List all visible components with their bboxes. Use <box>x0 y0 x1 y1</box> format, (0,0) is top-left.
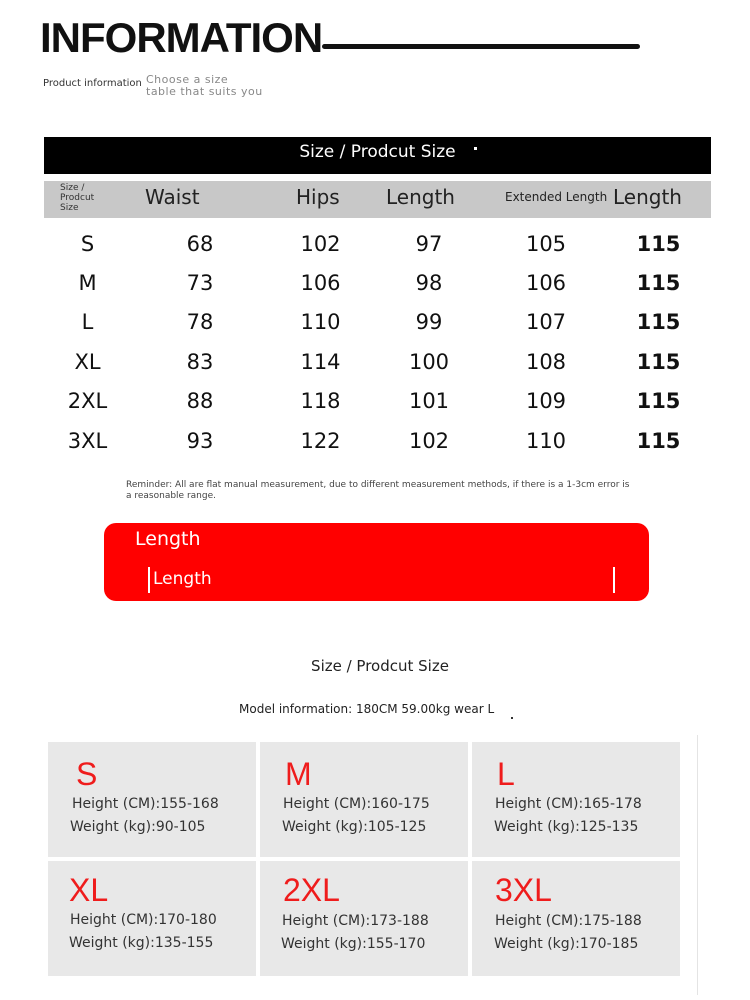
choose-size-line-1: Choose a size <box>146 73 229 86</box>
size-cell: M <box>78 271 97 296</box>
column-header-hips: Hips <box>296 185 340 209</box>
hips-cell: 110 <box>300 310 341 335</box>
size-cell: L <box>81 310 94 335</box>
size-corner-label <box>60 183 94 213</box>
size-card-weight: Weight (kg):135-155 <box>69 935 214 951</box>
waist-cell: 73 <box>186 271 214 296</box>
hips-cell: 118 <box>300 389 341 414</box>
size-card-weight: Weight (kg):105-125 <box>282 819 427 835</box>
size-card-height: Height (CM):165-178 <box>495 796 642 812</box>
extended-length-cell: 108 <box>525 349 567 374</box>
divider <box>697 735 698 995</box>
size-card-m <box>260 742 468 857</box>
page-title: INFORMATION <box>40 14 323 61</box>
waist-cell: 68 <box>186 231 214 256</box>
model-info-dot <box>511 717 513 719</box>
length-cell: 102 <box>408 428 450 453</box>
extended-length-cell: 110 <box>525 428 567 453</box>
size-card-xl <box>48 861 256 976</box>
column-header-extended-length: Extended Length <box>505 190 608 204</box>
model-information: Model information: 180CM 59.00kg wear L <box>239 702 495 716</box>
length-cell: 97 <box>415 231 443 256</box>
length-2-cell: 115 <box>636 271 681 296</box>
column-header-length: Length <box>386 185 455 209</box>
length-cell: 100 <box>408 349 450 374</box>
size-card-l <box>472 742 680 857</box>
size-card-size: M <box>285 756 312 792</box>
corner-label-line: Prodcut <box>60 193 95 203</box>
size-card-size: L <box>497 756 515 792</box>
table-row <box>44 342 711 381</box>
choose-size-line-2: table that suits you <box>146 85 263 98</box>
size-card-size: XL <box>69 872 109 908</box>
table-row <box>44 303 711 342</box>
size-card-3xl <box>472 861 680 976</box>
extended-length-cell: 105 <box>525 231 567 256</box>
table-row <box>44 224 711 263</box>
length-2-cell: 115 <box>636 389 681 414</box>
size-table-banner-title: Size / Prodcut Size <box>299 142 456 162</box>
extended-length-cell: 109 <box>525 389 567 414</box>
length-note-line-2-label: Length <box>153 569 212 589</box>
hips-cell: 106 <box>300 271 341 296</box>
size-card-height: Height (CM):155-168 <box>72 796 219 812</box>
length-2-cell: 115 <box>636 310 681 335</box>
size-card-weight: Weight (kg):125-135 <box>494 819 639 835</box>
extended-length-cell: 107 <box>525 310 567 335</box>
length-note-line-1: Length <box>135 528 201 550</box>
waist-cell: 83 <box>186 349 214 374</box>
size-card-weight: Weight (kg):170-185 <box>494 936 639 952</box>
waist-cell: 93 <box>186 428 214 453</box>
column-header-length-2: Length <box>613 185 682 209</box>
length-2-cell: 115 <box>636 231 681 256</box>
length-2-cell: 115 <box>636 349 681 374</box>
length-cell: 101 <box>408 389 450 414</box>
size-card-2xl <box>260 861 468 976</box>
size-cell: XL <box>74 349 101 374</box>
hips-cell: 114 <box>300 349 341 374</box>
length-note-line-2 <box>148 567 615 593</box>
hips-cell: 102 <box>300 231 341 256</box>
size-card-weight: Weight (kg):90-105 <box>70 819 206 835</box>
size-card-height: Height (CM):160-175 <box>283 796 430 812</box>
size-cell: 2XL <box>67 389 108 414</box>
corner-label-line: Size / <box>60 183 85 193</box>
choose-size-caption <box>146 74 263 98</box>
measurement-reminder: Reminder: All are flat manual measurement, due to different measurement methods, if there is a 1-3cm error is a reasonable range. <box>126 480 630 501</box>
hips-cell: 122 <box>300 428 341 453</box>
size-card-size: S <box>76 756 98 792</box>
size-card-s <box>48 742 256 857</box>
title-underline <box>322 44 640 49</box>
size-card-size: 3XL <box>495 872 552 908</box>
size-cell: 3XL <box>67 428 108 453</box>
extended-length-cell: 106 <box>525 271 567 296</box>
length-2-cell: 115 <box>636 428 681 453</box>
size-card-height: Height (CM):170-180 <box>70 912 217 928</box>
product-information-label: Product information <box>43 78 142 89</box>
table-row <box>44 382 711 421</box>
size-cell: S <box>80 231 95 256</box>
waist-cell: 88 <box>186 389 214 414</box>
waist-cell: 78 <box>186 310 214 335</box>
table-row <box>44 263 711 302</box>
size-card-height: Height (CM):175-188 <box>495 913 642 929</box>
recommendation-title: Size / Prodcut Size <box>311 657 449 675</box>
column-header-waist: Waist <box>145 185 200 209</box>
size-card-weight: Weight (kg):155-170 <box>281 936 426 952</box>
length-cell: 99 <box>415 310 443 335</box>
table-row <box>44 421 711 460</box>
size-card-size: 2XL <box>283 872 340 908</box>
length-cell: 98 <box>415 271 443 296</box>
corner-label-line: Size <box>60 203 79 213</box>
banner-dot <box>474 147 477 150</box>
size-table-header <box>44 181 711 218</box>
size-card-height: Height (CM):173-188 <box>282 913 429 929</box>
size-table <box>44 224 711 460</box>
